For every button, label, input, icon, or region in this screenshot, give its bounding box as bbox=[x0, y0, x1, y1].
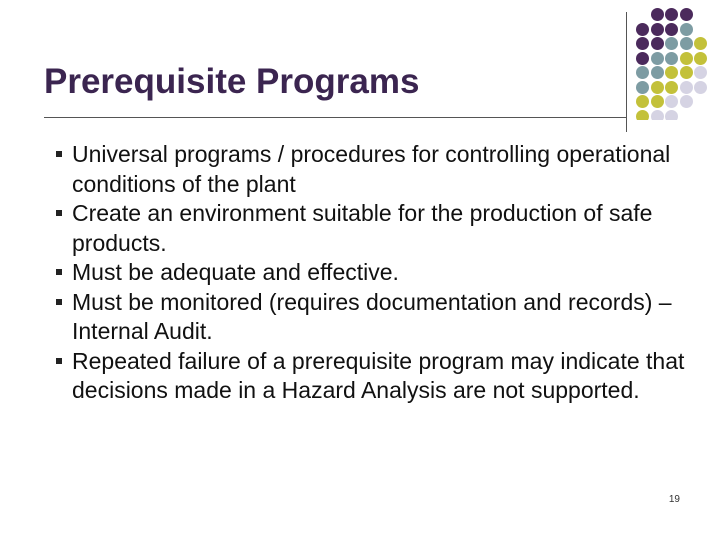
bullet-item bbox=[56, 199, 696, 258]
decorative-dot bbox=[680, 81, 693, 94]
decorative-dot bbox=[651, 23, 664, 36]
square-bullet-icon bbox=[56, 269, 62, 275]
decorative-dot bbox=[651, 81, 664, 94]
title-underline bbox=[44, 117, 626, 118]
decorative-dot bbox=[694, 81, 707, 94]
decorative-dot bbox=[680, 95, 693, 108]
square-bullet-icon bbox=[56, 299, 62, 305]
decorative-dot bbox=[665, 8, 678, 21]
decorative-dot bbox=[651, 37, 664, 50]
decorative-dot bbox=[636, 37, 649, 50]
square-bullet-icon bbox=[56, 358, 62, 364]
square-bullet-icon bbox=[56, 151, 62, 157]
decorative-dot bbox=[651, 8, 664, 21]
bullet-text: Repeated failure of a prerequisite program may indicate that decisions made in a Hazard Analysis are not supported. bbox=[72, 347, 685, 403]
slide-title: Prerequisite Programs bbox=[44, 62, 420, 101]
decorative-dot bbox=[665, 81, 678, 94]
decorative-dot bbox=[651, 52, 664, 65]
decorative-dot bbox=[651, 66, 664, 79]
bullet-text: Create an environment suitable for the production of safe products. bbox=[72, 200, 653, 256]
decorative-dot bbox=[680, 8, 693, 21]
decorative-dot bbox=[694, 37, 707, 50]
bullet-item bbox=[56, 347, 696, 406]
decorative-dot bbox=[636, 66, 649, 79]
bullet-item bbox=[56, 140, 696, 199]
decorative-dot bbox=[636, 81, 649, 94]
decorative-dot bbox=[665, 23, 678, 36]
decorative-dot bbox=[694, 52, 707, 65]
decorative-dot bbox=[636, 95, 649, 108]
bullet-item bbox=[56, 258, 696, 288]
square-bullet-icon bbox=[56, 210, 62, 216]
bullet-list bbox=[56, 140, 696, 406]
decorative-dot-grid bbox=[636, 8, 720, 120]
decorative-dot bbox=[665, 110, 678, 121]
bullet-item bbox=[56, 288, 696, 347]
decorative-dot bbox=[665, 52, 678, 65]
decorative-dot bbox=[636, 52, 649, 65]
page-number: 19 bbox=[668, 494, 680, 505]
decorative-dot bbox=[665, 37, 678, 50]
bullet-text: Must be monitored (requires documentation and records) – Internal Audit. bbox=[72, 288, 672, 344]
decorative-dot bbox=[694, 66, 707, 79]
vertical-divider bbox=[626, 12, 627, 132]
bullet-text: Must be adequate and effective. bbox=[72, 259, 399, 285]
decorative-dot bbox=[665, 66, 678, 79]
decorative-dot bbox=[680, 66, 693, 79]
bullet-text: Universal programs / procedures for controlling operational conditions of the plant bbox=[72, 141, 671, 197]
decorative-dot bbox=[636, 23, 649, 36]
decorative-dot bbox=[680, 23, 693, 36]
decorative-dot bbox=[651, 110, 664, 121]
decorative-dot bbox=[680, 37, 693, 50]
decorative-dot bbox=[636, 110, 649, 121]
decorative-dot bbox=[651, 95, 664, 108]
decorative-dot bbox=[680, 52, 693, 65]
decorative-dot bbox=[665, 95, 678, 108]
